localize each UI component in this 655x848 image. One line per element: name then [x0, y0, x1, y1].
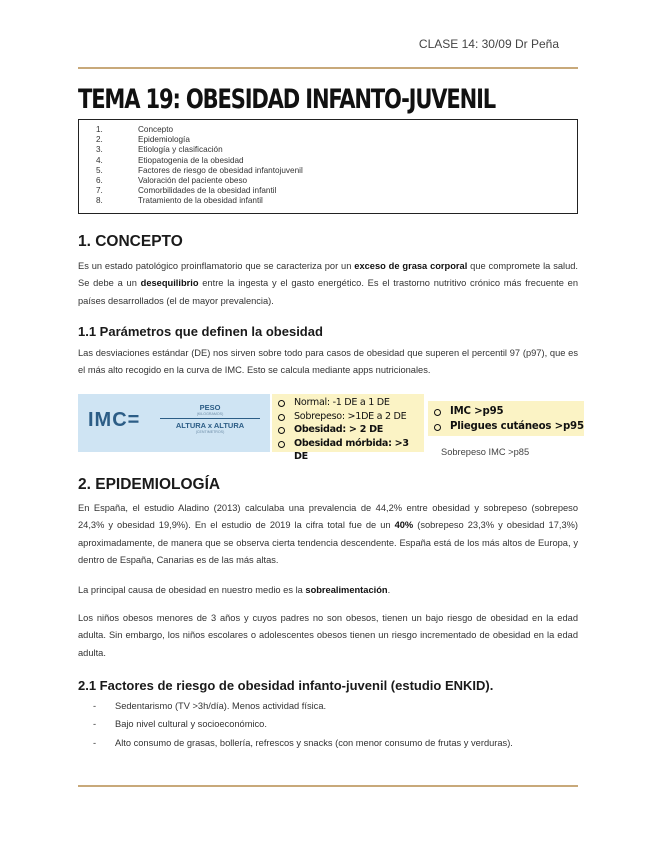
imc-category-obesidad-morbida: Obesidad mórbida: >3 DE: [272, 437, 424, 464]
list-item-text: Bajo nivel cultural y socioeconómico.: [115, 719, 267, 730]
text-run: La principal causa de obesidad en nuestro medio es la: [78, 585, 306, 595]
toc-item-number: 7.: [96, 186, 103, 196]
toc-item-label: Comorbilidades de la obesidad infantil: [138, 186, 277, 196]
section-heading-concepto: 1. CONCEPTO: [78, 233, 183, 250]
imc-fraction: [156, 403, 264, 434]
list-item-text: Sedentarismo (TV >3h/día). Menos actividad física.: [115, 701, 327, 711]
footer-divider: [78, 785, 578, 787]
toc-item-number: 8.: [96, 196, 103, 206]
bold-term: sobrealimentación: [305, 585, 388, 595]
text-run: entre la ingesta y el gasto energético. Es el trastorno nutritivo crónico más frecuente en países desarrollados (el de mayor prevalencia).: [78, 278, 578, 306]
imc-category-sobrepeso: Sobrepeso: >1DE a 2 DE: [272, 410, 424, 424]
text-run: Es un estado patológico proinflamatorio que se caracteriza por un: [78, 261, 355, 271]
toc-item: [79, 135, 577, 145]
subsection-heading-parametros: 1.1 Parámetros que definen la obesidad: [78, 324, 323, 339]
toc-item-label: Epidemiología: [138, 135, 190, 145]
imc-categories-box: [272, 394, 424, 462]
toc-item: [79, 186, 577, 196]
causa-paragraph: [78, 582, 578, 599]
toc-item: [79, 125, 577, 135]
subsection-heading-factores: 2.1 Factores de riesgo de obesidad infanto-juvenil (estudio ENKID).: [78, 678, 494, 693]
toc-item-label: Factores de riesgo de obesidad infantojuvenil: [138, 165, 303, 175]
bold-term: desequilibrio: [140, 278, 199, 289]
list-item: [93, 697, 583, 715]
criterion-imc: IMC >p95: [428, 404, 584, 419]
toc-item-label: Valoración del paciente obeso: [138, 176, 248, 186]
text-run: (sobrepeso 23,3% y obesidad 17,3%) aproximadamente, de manera que se observa cierta tendencia descendente. España está de los más altos de Europa, y dentro de España, Canarias es de las más altas.: [78, 520, 578, 565]
section-heading-epidemiologia: 2. EPIDEMIOLOGÍA: [78, 476, 221, 493]
parametros-paragraph: Las desviaciones estándar (DE) nos sirven sobre todo para casos de obesidad que superen el percentil 97 (p97), que es el más alto recogido en la curva de IMC. Esto se calcula mediante apps nutricionales.: [78, 348, 578, 376]
header-divider: [78, 67, 578, 69]
toc-item-number: 5.: [96, 165, 103, 175]
fraction-bar: [160, 418, 260, 419]
list-item: [93, 734, 583, 752]
page-title: TEMA 19: OBESIDAD INFANTO-JUVENIL: [78, 84, 495, 115]
text-run: En España, el estudio Aladino (2013) calculaba una prevalencia de 44,2% entre obesidad y sobrepeso (sobrepeso 24,3% y obesidad 19,9%). En el estudio de 2019 la cifra total fue de un: [78, 503, 578, 531]
imc-denominator-unit: (CENTIMETROS): [195, 430, 225, 434]
imc-formula-box: [78, 394, 270, 452]
criterion-pliegues: Pliegues cutáneos >p95: [428, 419, 584, 434]
imc-numerator-unit: (KILOGRAMOS): [196, 412, 224, 416]
toc-item: [79, 156, 577, 166]
toc-item-number: 6.: [96, 176, 103, 186]
toc-item: [79, 176, 577, 186]
obesity-criteria-box: [428, 401, 584, 436]
toc-item: [79, 166, 577, 176]
list-item: [93, 715, 583, 733]
imc-label: IMC=: [88, 409, 141, 431]
list-dash: -: [93, 719, 97, 730]
toc-item-number: 4.: [96, 155, 103, 165]
toc-item-number: 3.: [96, 145, 103, 155]
imc-category-normal: Normal: -1 DE a 1 DE: [272, 396, 424, 410]
imc-category-obesidad: Obesidad: > 2 DE: [272, 423, 424, 437]
riesgo-paragraph: Los niños obesos menores de 3 años y cuyos padres no son obesos, tienen un bajo riesgo de obesidad en la edad adulta. Sin embargo, los niños escolares o adolescentes obesos tienen un riesgo incrementado de obesidad en la edad adulta.: [78, 613, 578, 658]
toc-item: [79, 145, 577, 155]
sobrepeso-note: Sobrepeso IMC >p85: [441, 447, 530, 457]
text-run: que compromete la salud. Se debe a un: [78, 261, 579, 289]
table-of-contents: [78, 119, 578, 214]
imc-numerator: PESO: [199, 403, 221, 412]
text-run: .: [387, 585, 391, 595]
toc-item-number: 1.: [96, 125, 103, 134]
toc-item-label: Etiopatogenia de la obesidad: [138, 155, 244, 165]
toc-item-label: Tratamiento de la obesidad infantil: [138, 196, 263, 206]
risk-factors-list: [93, 697, 583, 752]
class-info: CLASE 14: 30/09 Dr Peña: [418, 37, 559, 51]
epidemiologia-paragraph: [78, 500, 578, 569]
toc-item-label: Etiología y clasificación: [138, 145, 223, 155]
imc-denominator: ALTURA x ALTURA: [175, 421, 245, 430]
toc-item-label: Concepto: [138, 125, 174, 134]
list-dash: -: [93, 737, 97, 748]
concepto-paragraph: [78, 258, 578, 310]
toc-item-number: 2.: [96, 135, 103, 145]
bold-term: 40%: [394, 520, 414, 531]
list-item-text: Alto consumo de grasas, bollería, refrescos y snacks (con menor consumo de frutas y verduras).: [115, 737, 513, 748]
toc-item: [79, 196, 577, 206]
list-dash: -: [93, 701, 97, 711]
bold-term: exceso de grasa corporal: [354, 261, 468, 271]
